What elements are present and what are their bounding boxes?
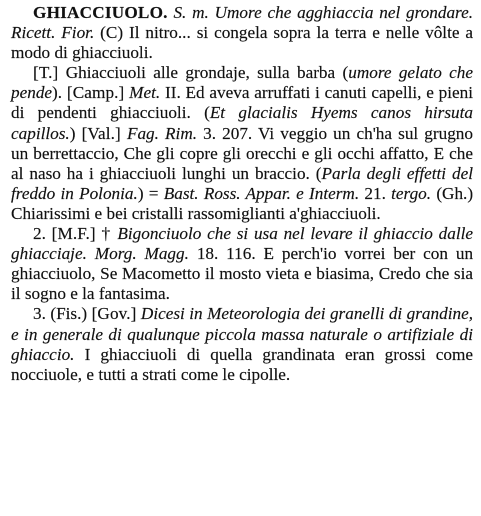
ref1-num: II. bbox=[165, 83, 181, 103]
latin-open: ( bbox=[204, 103, 210, 123]
quote-text: Il nitro... si congela sopra la terra e nelle vôlte a modo di ghiacciuoli. bbox=[11, 23, 474, 63]
dagger-mark: † bbox=[101, 224, 112, 244]
equals-sign: = bbox=[148, 183, 159, 203]
gloss-text: umore gelato che pende bbox=[11, 63, 473, 103]
sense-number-3: 3. bbox=[33, 304, 46, 324]
ref2-tag: [Val.] bbox=[81, 123, 121, 143]
ref3-work: Bast. Ross. Appar. e Interm. bbox=[163, 183, 360, 203]
para3-text: I ghiacciuoli di quella grandinata eran grossi come nocciuole, e tutti a strati come le cipolle. bbox=[11, 344, 474, 384]
ref2-work: Fag. Rim. bbox=[126, 123, 198, 143]
ref1-tag: [Camp.] bbox=[66, 83, 125, 103]
latin-close: ) bbox=[69, 123, 76, 143]
note-close: ) bbox=[137, 183, 144, 203]
headword: GHIACCIUOLO. bbox=[33, 3, 168, 22]
para1-text-3: Vi veggio un ch'ha sul grugno un berrettaccio, Che gli copre gli orecchi e gli occhi affatto, E che al naso ha i ghiacciuoli lunghi un braccio. bbox=[11, 123, 473, 183]
sense-number-2: 2. bbox=[33, 224, 46, 244]
para1-word-barba: barba bbox=[296, 63, 336, 83]
gloss-open: ( bbox=[342, 63, 349, 83]
para1-text-1: Ghiacciuoli alle grondaje, sulla bbox=[65, 63, 290, 83]
entry-sense-main bbox=[11, 3, 473, 63]
note-open: ( bbox=[315, 163, 322, 183]
note-text: Parla degli effetti del freddo in Polonia. bbox=[11, 163, 474, 203]
para3-tag-fis: (Fis.) bbox=[50, 304, 88, 324]
grammar-label: S. m. bbox=[173, 3, 209, 22]
para2-ref-num: 18. 116. bbox=[196, 244, 256, 264]
latin-quote: Et glacialis Hyems canos hirsuta capillos. bbox=[11, 103, 473, 143]
para1-text-4: Chiarissimi e bei cristalli rassomiglianti a'ghiacciuoli. bbox=[11, 203, 381, 223]
ref2-num: 3. 207. bbox=[203, 123, 253, 143]
entry-paragraph-1 bbox=[11, 63, 473, 224]
para1-text-2: Ed aveva arruffati i canuti capelli, e pieni di pendenti ghiacciuoli. bbox=[11, 83, 474, 123]
ref1-work: Met. bbox=[129, 83, 161, 103]
editor-tag: [T.] bbox=[33, 63, 59, 83]
para3-tag-gov: [Gov.] bbox=[91, 304, 137, 324]
definition-text: Umore che agghiaccia nel grondare. bbox=[214, 3, 474, 22]
para2-definition: Bigonciuolo che si usa nel levare il ghiaccio dalle ghiacciaje. bbox=[11, 224, 474, 264]
para2-tag: [M.F.] bbox=[51, 224, 96, 244]
para2-text: E perch'io vorrei ber con un ghiacciuolo, Se Macometto il mosto vieta e biasima, Credo che sia il sogno e la fantasima. bbox=[11, 244, 474, 304]
ref3-tergo: tergo. bbox=[391, 183, 432, 203]
entry-paragraph-2 bbox=[11, 224, 473, 304]
source-tag: (C) bbox=[100, 23, 124, 43]
source-citation: Ricett. Fior. bbox=[11, 23, 95, 43]
para3-definition: Dicesi in Meteorologia dei granelli di grandine, e in generale di qualunque piccola massa naturale o artifiziale di ghiaccio. bbox=[11, 304, 474, 364]
gloss-close: ). bbox=[52, 83, 63, 103]
para2-ref-work: Morg. Magg. bbox=[94, 244, 189, 264]
ref3-num: 21. bbox=[364, 183, 386, 203]
ref3-tag: (Gh.) bbox=[436, 183, 474, 203]
entry-paragraph-3 bbox=[11, 304, 473, 384]
dictionary-entry bbox=[11, 3, 473, 385]
